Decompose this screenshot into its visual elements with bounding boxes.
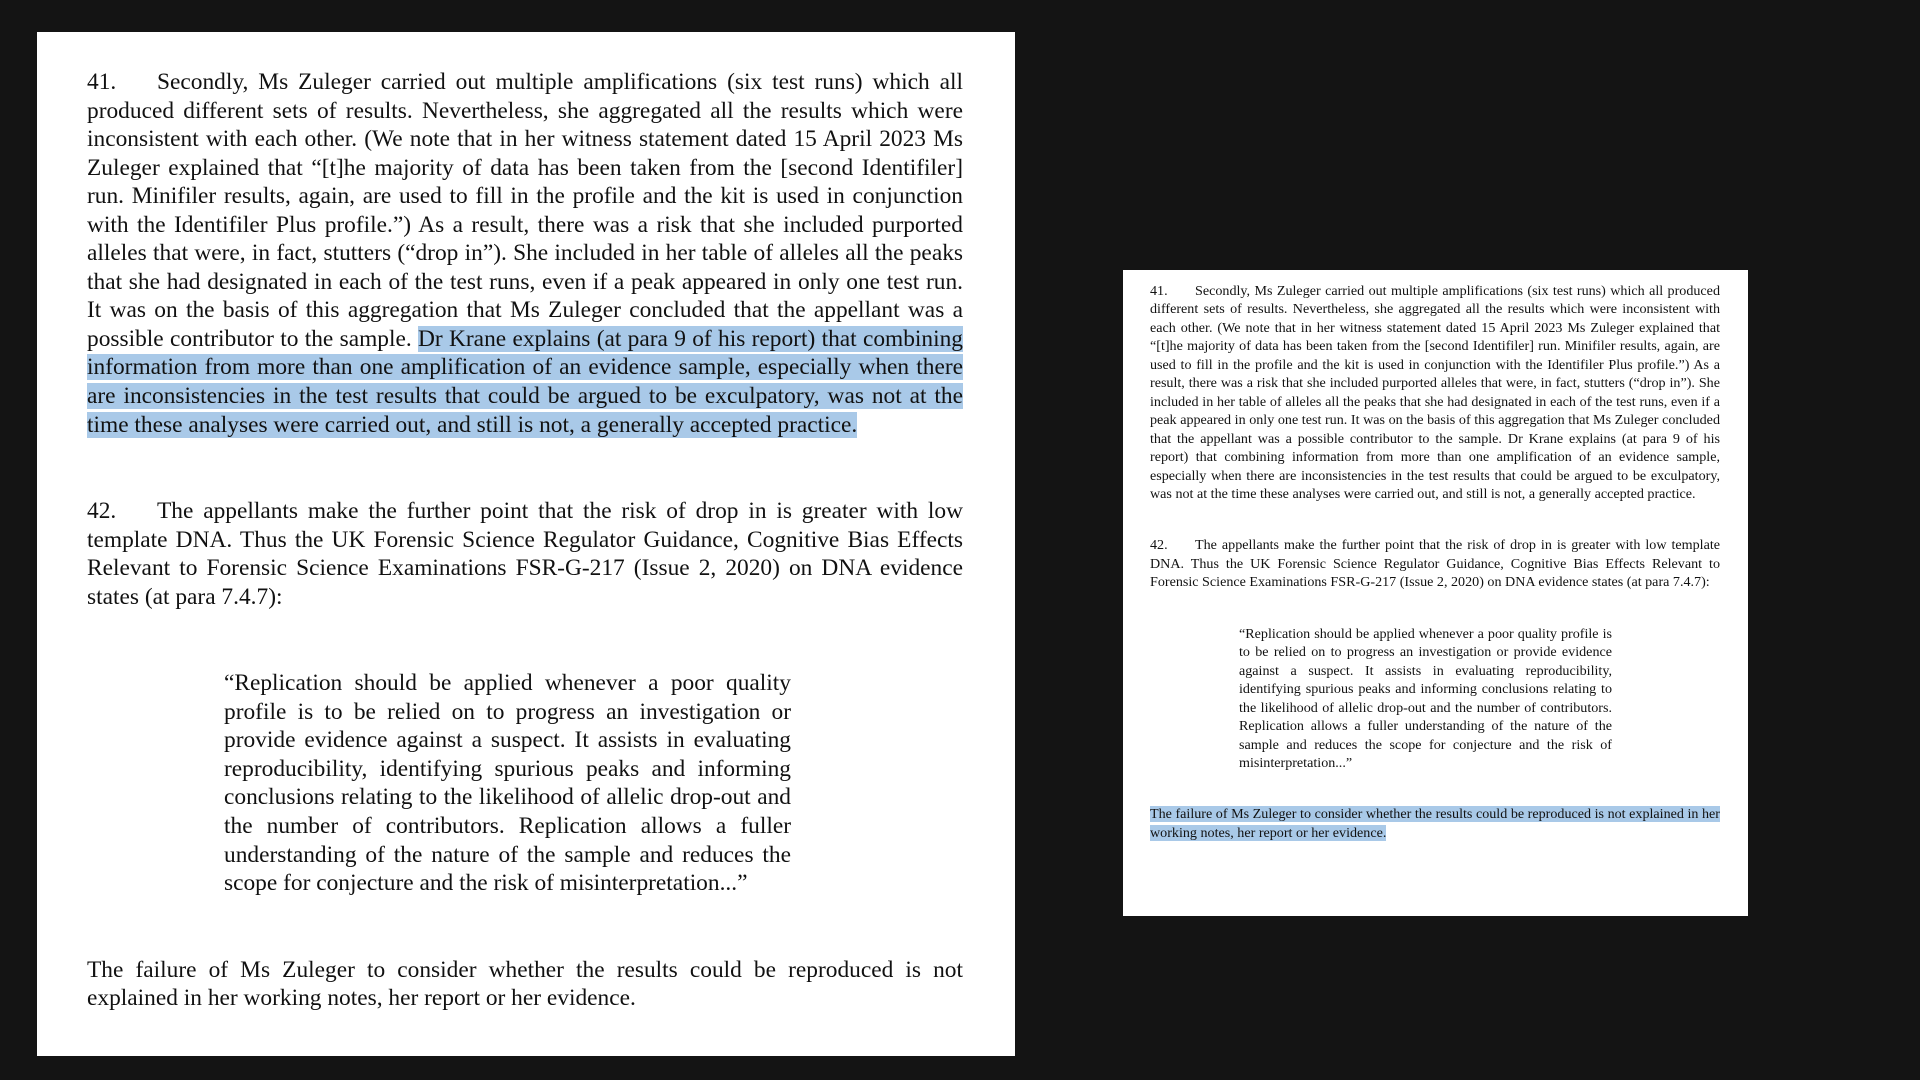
paragraph-number: 42.: [87, 498, 117, 525]
paragraph-42: [87, 497, 963, 611]
paragraph-number: 42.: [1150, 537, 1168, 554]
highlighted-text: The failure of Ms Zuleger to consider whether the results could be reproduced is not explained in her working notes, her report or her evidence.: [1150, 806, 1720, 841]
document-page-small: [1123, 270, 1748, 916]
paragraph-41: [87, 68, 963, 439]
document-page-large: [37, 32, 1015, 1056]
paragraph-text: The appellants make the further point that the risk of drop in is greater with low template DNA. Thus the UK Forensic Science Regulator Guidance, Cognitive Bias Effects Relevant to Forensic Science Examinations FSR-G-217 (Issue 2, 2020) on DNA evidence states (at para 7.4.7):: [1150, 537, 1720, 591]
paragraph-41: [1150, 282, 1720, 503]
closing-paragraph: [1150, 805, 1720, 842]
block-quote: “Replication should be applied whenever a poor quality profile is to be relied on to progress an investigation or provide evidence against a suspect. It assists in evaluating reproducibility, identifying spurious peaks and informing conclusions relating to the likelihood of allelic drop-out and the number of contributors. Replication allows a fuller understanding of the nature of the sample and reduces the scope for conjecture and the risk of misinterpretation...”: [224, 670, 791, 897]
paragraph-text: Secondly, Ms Zuleger carried out multiple amplifications (six test runs) which all produced different sets of results. Nevertheless, she aggregated all the results which were inconsistent with each other. (We note that in her witness statement dated 15 April 2023 Ms Zuleger explained that “[t]he majority of data has been taken from the [second Identifiler] run. Minifiler results, again, are used to fill in the profile and the kit is used in conjunction with the Identifiler Plus profile.”) As a result, there was a risk that she included purported alleles that were, in fact, stutters (“drop in”). She included in her table of alleles all the peaks that she had designated in each of the test runs, even if a peak appeared in only one test run. It was on the basis of this aggregation that Ms Zuleger concluded that the appellant was a possible contributor to the sample.: [1150, 283, 1720, 447]
closing-paragraph: The failure of Ms Zuleger to consider whether the results could be reproduced is not explained in her working notes, her report or her evidence.: [87, 956, 963, 1012]
paragraph-text-continued: Dr Krane explains (at para 9 of his report) that combining information from more than one amplification of an evidence sample, especially when there are inconsistencies in the test results that could be argued to be exculpatory, was not at the time these analyses were carried out, and still is not, a generally accepted practice.: [1150, 430, 1720, 502]
paragraph-text: Secondly, Ms Zuleger carried out multiple amplifications (six test runs) which all produced different sets of results. Nevertheless, she aggregated all the results which were inconsistent with each other. (We note that in her witness statement dated 15 April 2023 Ms Zuleger explained that “[t]he majority of data has been taken from the [second Identifiler] run. Minifiler results, again, are used to fill in the profile and the kit is used in conjunction with the Identifiler Plus profile.”) As a result, there was a risk that she included purported alleles that were, in fact, stutters (“drop in”). She included in her table of alleles all the peaks that she had designated in each of the test runs, even if a peak appeared in only one test run. It was on the basis of this aggregation that Ms Zuleger concluded that the appellant was a possible contributor to the sample.: [87, 69, 963, 352]
paragraph-number: 41.: [1150, 283, 1168, 299]
paragraph-text: The appellants make the further point that the risk of drop in is greater with low template DNA. Thus the UK Forensic Science Regulator Guidance, Cognitive Bias Effects Relevant to Forensic Science Examinations FSR-G-217 (Issue 2, 2020) on DNA evidence states (at para 7.4.7):: [87, 498, 963, 610]
block-quote: “Replication should be applied whenever a poor quality profile is to be relied on to progress an investigation or provide evidence against a suspect. It assists in evaluating reproducibility, identifying spurious peaks and informing conclusions relating to the likelihood of allelic drop-out and the number of contributors. Replication allows a fuller understanding of the nature of the sample and reduces the scope for conjecture and the risk of misinterpretation...”: [1239, 625, 1612, 771]
highlighted-text: Dr Krane explains (at para 9 of his report) that combining information from more than one amplification of an evidence sample, especially when there are inconsistencies in the test results that could be argued to be exculpatory, was not at the time these analyses were carried out, and still is not, a generally accepted practice.: [87, 325, 963, 438]
paragraph-42: [1150, 536, 1720, 591]
paragraph-number: 41.: [87, 69, 117, 95]
